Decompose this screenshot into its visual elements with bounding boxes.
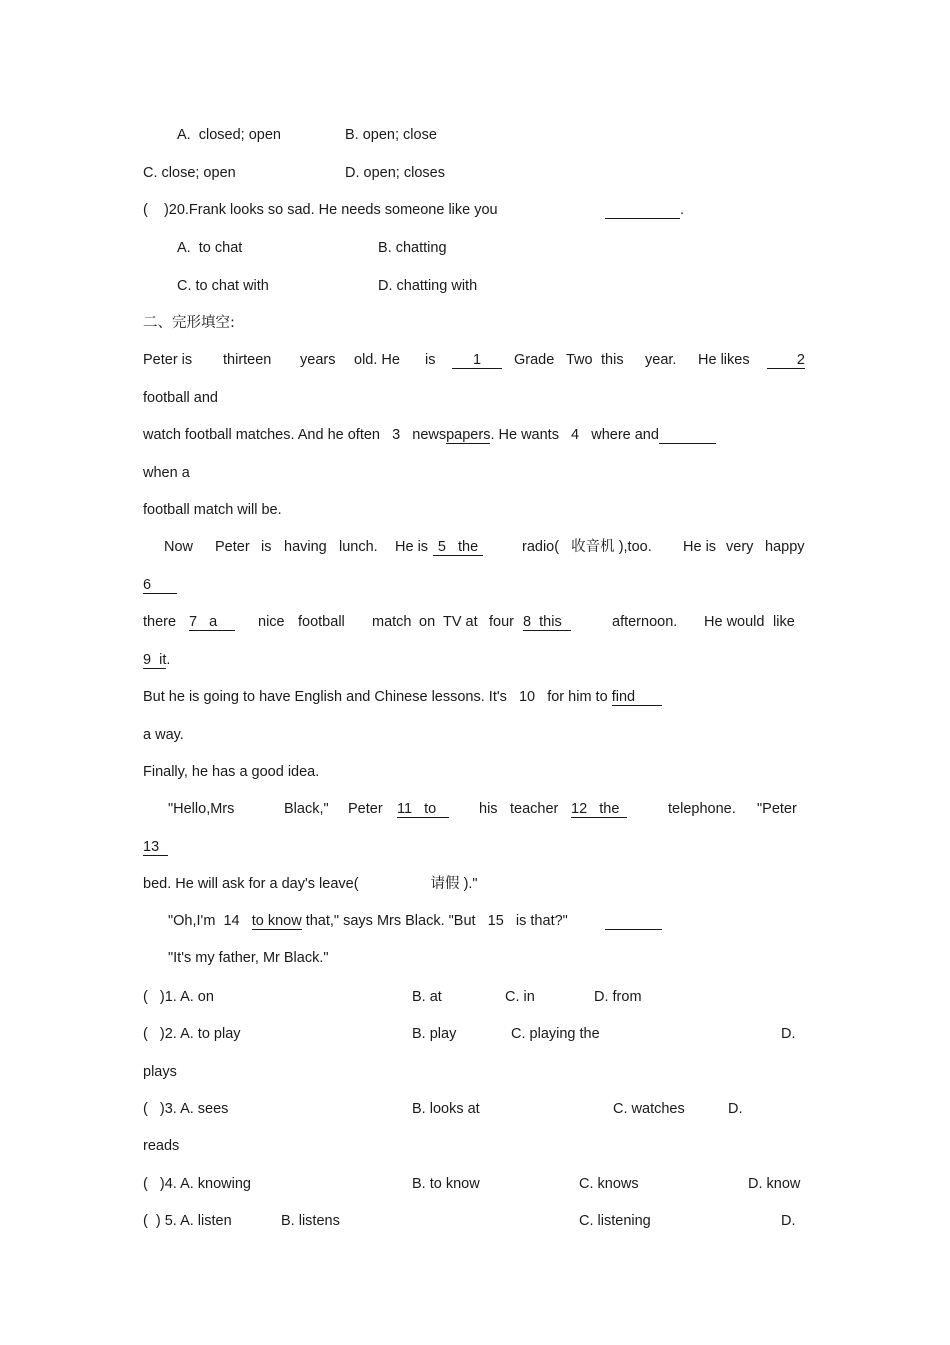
passage-word: teacher [510, 801, 559, 817]
q20-option-b: B. chatting [378, 240, 447, 256]
blank-number: 6 [143, 577, 177, 594]
passage-text: . He wants [490, 427, 559, 443]
passage-word: happy [765, 539, 805, 555]
blank-line [605, 912, 662, 930]
passage-line: football match will be. [143, 502, 282, 518]
underlined-word: a [209, 614, 218, 630]
choice-1-d: D. from [594, 989, 642, 1005]
passage-line: football and [143, 390, 218, 406]
underlined-word: to [424, 801, 437, 817]
passage-text: where and [591, 427, 659, 443]
blank-number: 4 [571, 427, 580, 443]
passage-text: )." [463, 876, 478, 892]
choice-1-c: C. in [505, 989, 535, 1005]
passage-word: Peter is [143, 352, 193, 368]
blank-7 [189, 613, 235, 631]
choice-5-d: D. [781, 1213, 796, 1229]
blank-number: 1 [452, 352, 502, 369]
choice-4-d: D. know [748, 1176, 801, 1192]
passage-word [522, 538, 652, 556]
choice-2-c: C. playing the [511, 1026, 600, 1042]
blank-13 [143, 838, 168, 856]
passage-line [168, 912, 568, 930]
q19-option-b: B. open; close [345, 127, 437, 143]
choice-4-b: B. to know [412, 1176, 480, 1192]
passage-word: "Peter [757, 801, 797, 817]
passage-word: TV at [443, 614, 478, 630]
blank-11 [397, 800, 449, 818]
passage-text: news [412, 427, 447, 443]
blank-8 [523, 613, 571, 631]
underlined-word: it [159, 652, 167, 668]
passage-line [143, 426, 716, 444]
passage-line [143, 688, 662, 706]
passage-word: He is [395, 539, 429, 555]
section-title: 二、完形填空: [143, 315, 235, 331]
passage-text: bed. He will ask for a day's leave( [143, 876, 359, 892]
passage-word: Black," [284, 801, 329, 817]
passage-line: a way. [143, 727, 184, 743]
blank-number: 15 [487, 913, 504, 929]
choice-2-a: ( )2. A. to play [143, 1026, 241, 1042]
passage-word: this [601, 352, 624, 368]
q19-option-d: D. open; closes [345, 165, 445, 181]
passage-line: "It's my father, Mr Black." [168, 950, 329, 966]
choice-1-a: ( )1. A. on [143, 989, 214, 1005]
passage-text: radio( [522, 539, 560, 555]
blank-1 [452, 351, 502, 369]
choice-3-d-text: reads [143, 1138, 180, 1154]
passage-word: He would [704, 614, 765, 630]
q19-option-a: A. closed; open [177, 127, 281, 143]
q20-option-d: D. chatting with [378, 278, 478, 294]
passage-text: But he is going to have English and Chinese lessons. It's [143, 689, 507, 705]
passage-word: is [261, 539, 272, 555]
passage-word: football [298, 614, 345, 630]
passage-text: for him to [547, 689, 608, 705]
blank-number: 2 [767, 352, 805, 369]
underlined-word: to know [251, 913, 302, 929]
blank-number: 9 [143, 652, 152, 668]
blank-6 [143, 576, 177, 594]
passage-word: on [419, 614, 436, 630]
blank-number: 3 [392, 427, 401, 443]
passage-word: nice [258, 614, 285, 630]
choice-2-d: D. [781, 1026, 796, 1042]
passage-word: He is [683, 539, 717, 555]
underlined-word: papers [446, 427, 491, 443]
passage-line: when a [143, 465, 190, 481]
choice-5-a: ( ) 5. A. listen [143, 1213, 232, 1229]
passage-word: "Hello,Mrs [168, 801, 235, 817]
passage-text: "Oh,I'm [168, 913, 216, 929]
choice-2-d-text: plays [143, 1064, 177, 1080]
choice-1-b: B. at [412, 989, 442, 1005]
passage-word: very [726, 539, 754, 555]
passage-line [143, 875, 478, 893]
blank-number: 10 [518, 689, 536, 705]
blank-number: 5 [437, 539, 446, 555]
passage-word: match [372, 614, 412, 630]
passage-word: afternoon. [612, 614, 678, 630]
passage-word: is [425, 352, 436, 368]
passage-text: that," says Mrs Black. "But [305, 913, 476, 929]
passage-word: there [143, 614, 177, 630]
choice-3-a: ( )3. A. sees [143, 1101, 229, 1117]
choice-5-c: C. listening [579, 1213, 651, 1229]
underlined-word: the [458, 539, 479, 555]
choice-3-c: C. watches [613, 1101, 685, 1117]
passage-word: Peter [215, 539, 250, 555]
q20-option-c: C. to chat with [177, 278, 269, 294]
passage-word: thirteen [223, 352, 272, 368]
passage-word: four [489, 614, 514, 630]
chinese-gloss: 收音机 [571, 539, 615, 555]
q20-stem: ( )20.Frank looks so sad. He needs someone like you [143, 202, 498, 218]
underlined-word: this [539, 614, 562, 630]
passage-word: old. He [354, 352, 400, 368]
blank-12 [571, 800, 627, 818]
blank-2 [767, 351, 805, 369]
chinese-gloss: 请假 [430, 876, 460, 892]
passage-word: Two [566, 352, 593, 368]
passage-word: like [773, 614, 795, 630]
q20-period: . [680, 202, 685, 218]
passage-word: his [479, 801, 498, 817]
blank-number: 12 [571, 801, 588, 817]
choice-4-c: C. knows [579, 1176, 639, 1192]
passage-text: watch football matches. And he often [143, 427, 380, 443]
blank-number: 8 [523, 614, 532, 630]
underlined-word: find [612, 689, 662, 706]
passage-word: Grade [514, 352, 555, 368]
q19-option-c: C. close; open [143, 165, 236, 181]
passage-text: is that?" [515, 913, 568, 929]
passage-word: telephone. [668, 801, 736, 817]
passage-line: Finally, he has a good idea. [143, 764, 320, 780]
blank-number: 13 [143, 839, 168, 856]
passage-word: years [300, 352, 336, 368]
passage-word: having [284, 539, 327, 555]
blank-9: 9 it. [143, 652, 171, 668]
choice-4-a: ( )4. A. knowing [143, 1176, 251, 1192]
passage-word: Now [164, 539, 194, 555]
choice-3-b: B. looks at [412, 1101, 480, 1117]
blank-number: 11 [397, 801, 413, 817]
underlined-word: the [599, 801, 620, 817]
passage-word: He likes [698, 352, 750, 368]
blank-5 [433, 538, 483, 556]
choice-2-b: B. play [412, 1026, 457, 1042]
choice-3-d: D. [728, 1101, 743, 1117]
q20-option-a: A. to chat [177, 240, 243, 256]
choice-5-b: B. listens [281, 1213, 340, 1229]
passage-word: year. [645, 352, 677, 368]
q20-blank [605, 201, 684, 219]
passage-word: Peter [348, 801, 383, 817]
blank-number: 14 [223, 913, 240, 929]
passage-text: ),too. [618, 539, 652, 555]
blank-number: 7 [189, 614, 198, 630]
passage-word: lunch. [339, 539, 378, 555]
